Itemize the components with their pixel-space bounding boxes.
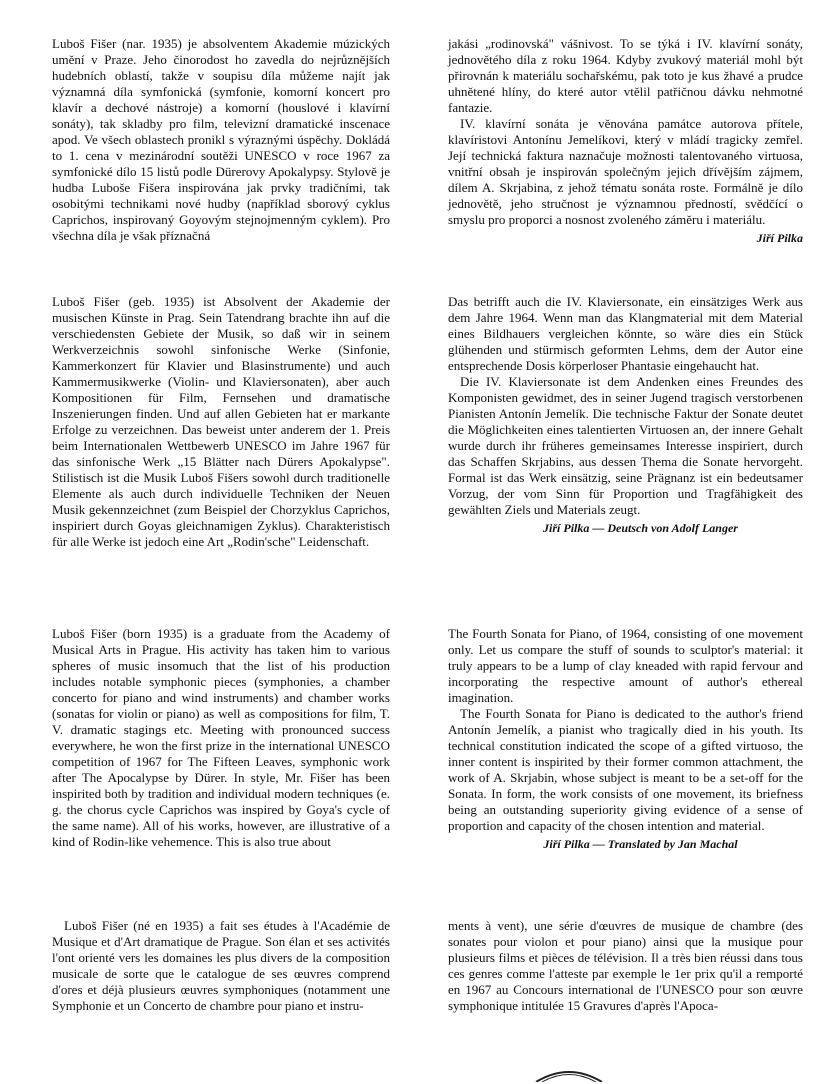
left-column: [52, 294, 390, 550]
left-column: [52, 36, 390, 244]
left-column: [52, 626, 390, 850]
paragraph: Luboš Fišer (born 1935) is a graduate from the Academy of Musical Arts in Prague. His activity has taken him to various spheres of music insomuch that the list of his production includes notable symphonic pieces (symphonies, a chamber concerto for piano and wind instruments) and chamber works (sonatas for violin or piano) as well as compositions for film, T. V. dramatic stagings etc. Meeting with pronounced success everywhere, he won the first prize in the international UNESCO competition of 1967 for The Fifteen Leaves, symphonic work after The Apocalypse by Dürer. In style, Mr. Fišer has been inspirited both by tradition and individual modern techniques (e. g. the chorus cycle Caprichos was inspired by Goya's cycle of the same name). All of his works, however, are illustrative of a kind of Rodin-like vehemence. This is also true about: [52, 626, 390, 849]
paragraph: Luboš Fišer (geb. 1935) ist Absolvent der Akademie der musischen Künste in Prag. Sein Tatendrang brachte ihn auf die verschiedensten Gebiete der Musik, so daß wir in seinem Werkverzeichnis sowohl sinfonische Werke (Sinfonie, Kammerkonzert für Klavier und Blasinstrumente) und auch Kammermusikwerke (Violin- und Klaviersonaten), aber auch Kompositionen für Film, Fernsehen und dramatische Inszenierungen finden. Und auf allen Gebieten hat er markante Erfolge zu verzeichnen. Das beweist unter anderem der 1. Preis beim Internationalen Wettbewerb UNESCO im Jahre 1967 für das sinfonische Werk „15 Blätter nach Dürers Apokalypse". Stilistisch ist die Musik Luboš Fišers sowohl durch traditionelle Elemente als auch durch individuelle Techniken der Neuen Musik gekennzeichnet (zum Beispiel der Chorzyklus Caprichos, inspiriert durch Goyas gleichnamigen Zyklus). Charakteristisch für alle Werke ist jedoch eine Art „Rodin'sche" Leidenschaft.: [52, 294, 390, 549]
signature: Jiří Pilka: [756, 231, 803, 245]
paragraph: Luboš Fišer (nar. 1935) je absolventem Akademie múzických umění v Praze. Jeho činorodost ho zavedla do nejrůznějších hudebních oblastí, takže v soupisu díla můžeme najít jak významná díla symfonická (symfonie, komorní koncert pro klavír a dechové nástroje) a komorní (houslové i klavírní sonáty), tak skladby pro film, televizní dramatické inscenace apod. Ve všech oblastech pronikl s výraznými úspěchy. Dokládá to 1. cena v mezinárodní soutěži UNESCO v roce 1967 za symfonické dílo 15 listů podle Dürerovy Apokalypsy. Stylově je hudba Luboše Fišera inspirována jak prvky tradičními, tak osobitými technikami nové hudby (například sborový cyklus Caprichos, inspirovaný Goyovým stejnojmenným cyklem). Pro všechna díla je však příznačná: [52, 36, 390, 243]
right-column: [448, 626, 803, 852]
right-column: [448, 36, 803, 246]
paragraph: The Fourth Sonata for Piano is dedicated to the author's friend Antonín Jemelík, a pianist who tragically died in his youth. Its technical constitution indicated the scope of a gifted virtuoso, the inner content is inspirited by their former common attachment, the work of A. Skrjabin, whose subject is meant to be a set-off for the Sonata. In form, the work consists of one movement, its briefness being an outstanding superiority giving evidence of a sense of proportion and capacity of the chosen intention and material.: [448, 706, 803, 833]
paragraph: Luboš Fišer (né en 1935) a fait ses études à l'Académie de Musique et d'Art dramatique de Prague. Son élan et ses activités l'ont orienté vers les domaines les plus divers de la composition musicale de sorte que le catalogue de ses œuvres comprend d'ores et déjà plusieurs œuvres symphoniques (notamment une Symphonie et un Concerto de chambre pour piano et instru-: [52, 918, 390, 1013]
paragraph: Das betrifft auch die IV. Klaviersonate, ein einsätziges Werk aus dem Jahre 1964. Wenn man das Klangmaterial mit dem Material eines Bildhauers vergleichen könnte, so wäre dies ein Stück glühenden und stürmisch geformten Lehms, dem der Autor eine entsprechende Dosis körperloser Phantasie eingehaucht hat.: [448, 294, 803, 373]
paragraph: ments à vent), une série d'œuvres de musique de chambre (des sonates pour violon et pour piano) ainsi que la musique pour plusieurs films et pièces de télévision. Il a très bien réussi dans tous ces genres comme l'atteste par exemple le 1er prix qu'il a remporté en 1967 au Concours international de l'UNESCO pour son œuvre symphonique intitulée 15 Gravures d'après l'Apoca-: [448, 918, 803, 1013]
right-column: [448, 294, 803, 536]
stamp-icon: [532, 1068, 606, 1082]
paragraph: Die IV. Klaviersonate ist dem Andenken eines Freundes des Komponisten gewidmet, des in seiner Jugend tragisch verstorbenen Pianisten Antonín Jemelík. Die technische Faktur der Sonate deutet die Möglichkeiten eines talentierten Virtuosen an, der innere Gehalt wurde durch ihr früheres gemeinsames Interesse inspiriert, durch das Schaffen Skrjabins, aus dessen Thema die Sonate hervorgeht. Formal ist das Werk einsätzig, seine Prägnanz ist ein bedeutsamer Vorzug, der vom Sinn für Proportion und Tragfähigkeit des gewählten Ziels und Materials zeugt.: [448, 374, 803, 517]
paragraph: The Fourth Sonata for Piano, of 1964, consisting of one movement only. Let us compare the stuff of sounds to sculptor's material: it truly appears to be a lump of clay kneaded with rapid fervour and incorporating the respective amount of author's ethereal imagination.: [448, 626, 803, 705]
right-column: [448, 918, 803, 1014]
paragraph: IV. klavírní sonáta je věnována památce autorova přítele, klavíristovi Antonínu Jemelíkovi, který v mládí tragicky zemřel. Její technická faktura naznačuje možnosti talentovaného virtuosa, vnitřní obsah je inspirován společným jejich dřívějším zájmem, dílem A. Skrjabina, z jehož tématu sonáta roste. Formálně je dílo jednovětě, jeho stručnost je významnou předností, svědčící o smyslu pro proporci a nosnost zvoleného záměru i materiálu.: [448, 116, 803, 227]
stamp-mark: [532, 1068, 606, 1082]
left-column: [52, 918, 390, 1014]
paragraph: jakási „rodinovská" vášnivost. To se týká i IV. klavírní sonáty, jednovětého díla z roku 1964. Kdyby zvukový materiál mohl být přirovnán k materiálu sochařskému, pak toto je kus žhavé a prudce uhnětené hlíny, do které autor vtělil patřičnou dávku nehmotné fantazie.: [448, 36, 803, 115]
signature: Jiří Pilka — Deutsch von Adolf Langer: [543, 521, 738, 535]
signature: Jiří Pilka — Translated by Jan Machal: [543, 837, 738, 851]
